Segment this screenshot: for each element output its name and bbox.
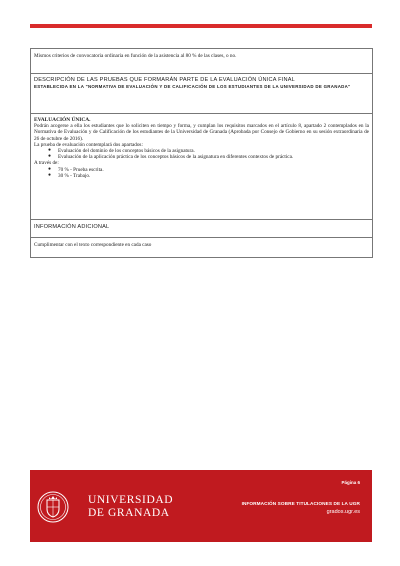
list-item: ● 30 % - Trabajo. (48, 172, 91, 179)
criteria-text: Mismos criterios de convocatoria ordinaria en función de la asistencia al 80 % de las clases, o no. (34, 53, 237, 59)
top-accent-bar (30, 24, 372, 28)
additional-title: INFORMACIÓN ADICIONAL (34, 224, 110, 230)
evaluation-heading: EVALUACIÓN ÚNICA. (34, 117, 91, 123)
page-number: Página 6 (341, 480, 360, 485)
criteria-row (31, 49, 372, 74)
bullet-icon: ● (48, 166, 52, 172)
list-item: ● 70 % - Prueba escrita. (48, 166, 104, 173)
description-title: DESCRIPCIÓN DE LAS PRUEBAS QUE FORMARÁN PARTE DE LA EVALUACIÓN ÚNICA FINAL (34, 77, 295, 83)
university-name-line2: DE GRANADA (88, 507, 170, 519)
list-item: ● Evaluación del dominio de los conceptos básicos de la asignatura. (48, 148, 195, 155)
bullet-icon: ● (48, 172, 52, 178)
additional-text: Cumplimentar con el texto correspondiente en cada caso (34, 242, 152, 248)
bullet-icon: ● (48, 154, 52, 160)
guide-table (30, 48, 373, 258)
evaluation-paragraph: Podrán acogerse a ella los estudiantes que lo soliciten en tiempo y forma, y cumplan los requisitos marcados en el artículo 8, apartado 2 contemplados en la Normativa de Evaluación y de Calificación de los estudiantes de la Universidad de Granada (Aprobada por Consejo de Gobierno en su sesión extraordinaria de 26 de octubre de 2016). (34, 123, 369, 142)
university-seal-icon (36, 490, 70, 524)
additional-text-row (31, 238, 372, 258)
evaluation-intro: La prueba de evaluación contemplará dos apartados: (34, 141, 143, 148)
evaluation-through: A través de: (34, 160, 59, 167)
university-logo-text (88, 494, 173, 520)
additional-title-row (31, 220, 372, 238)
university-name-line1: UNIVERSIDAD (88, 494, 174, 506)
evaluation-items (34, 148, 369, 160)
footer-site-link[interactable]: grados.ugr.es (326, 509, 360, 515)
bullet-icon: ● (48, 148, 52, 154)
evaluation-weights (34, 167, 369, 179)
description-subtitle: ESTABLECIDA EN LA "NORMATIVA DE EVALUACIÓN Y DE CALIFICACIÓN DE LOS ESTUDIANTES DE LA UNIVERSIDAD DE GRANADA" (34, 84, 351, 89)
footer-info-label: INFORMACIÓN SOBRE TITULACIONES DE LA UGR (241, 501, 360, 506)
description-row (31, 74, 372, 114)
footer-band (30, 470, 372, 542)
list-item: ● Evaluación de la aplicación práctica de los conceptos básicos de la asignatura en diferentes contextos de práctica. (48, 154, 294, 161)
evaluation-row (31, 114, 372, 220)
